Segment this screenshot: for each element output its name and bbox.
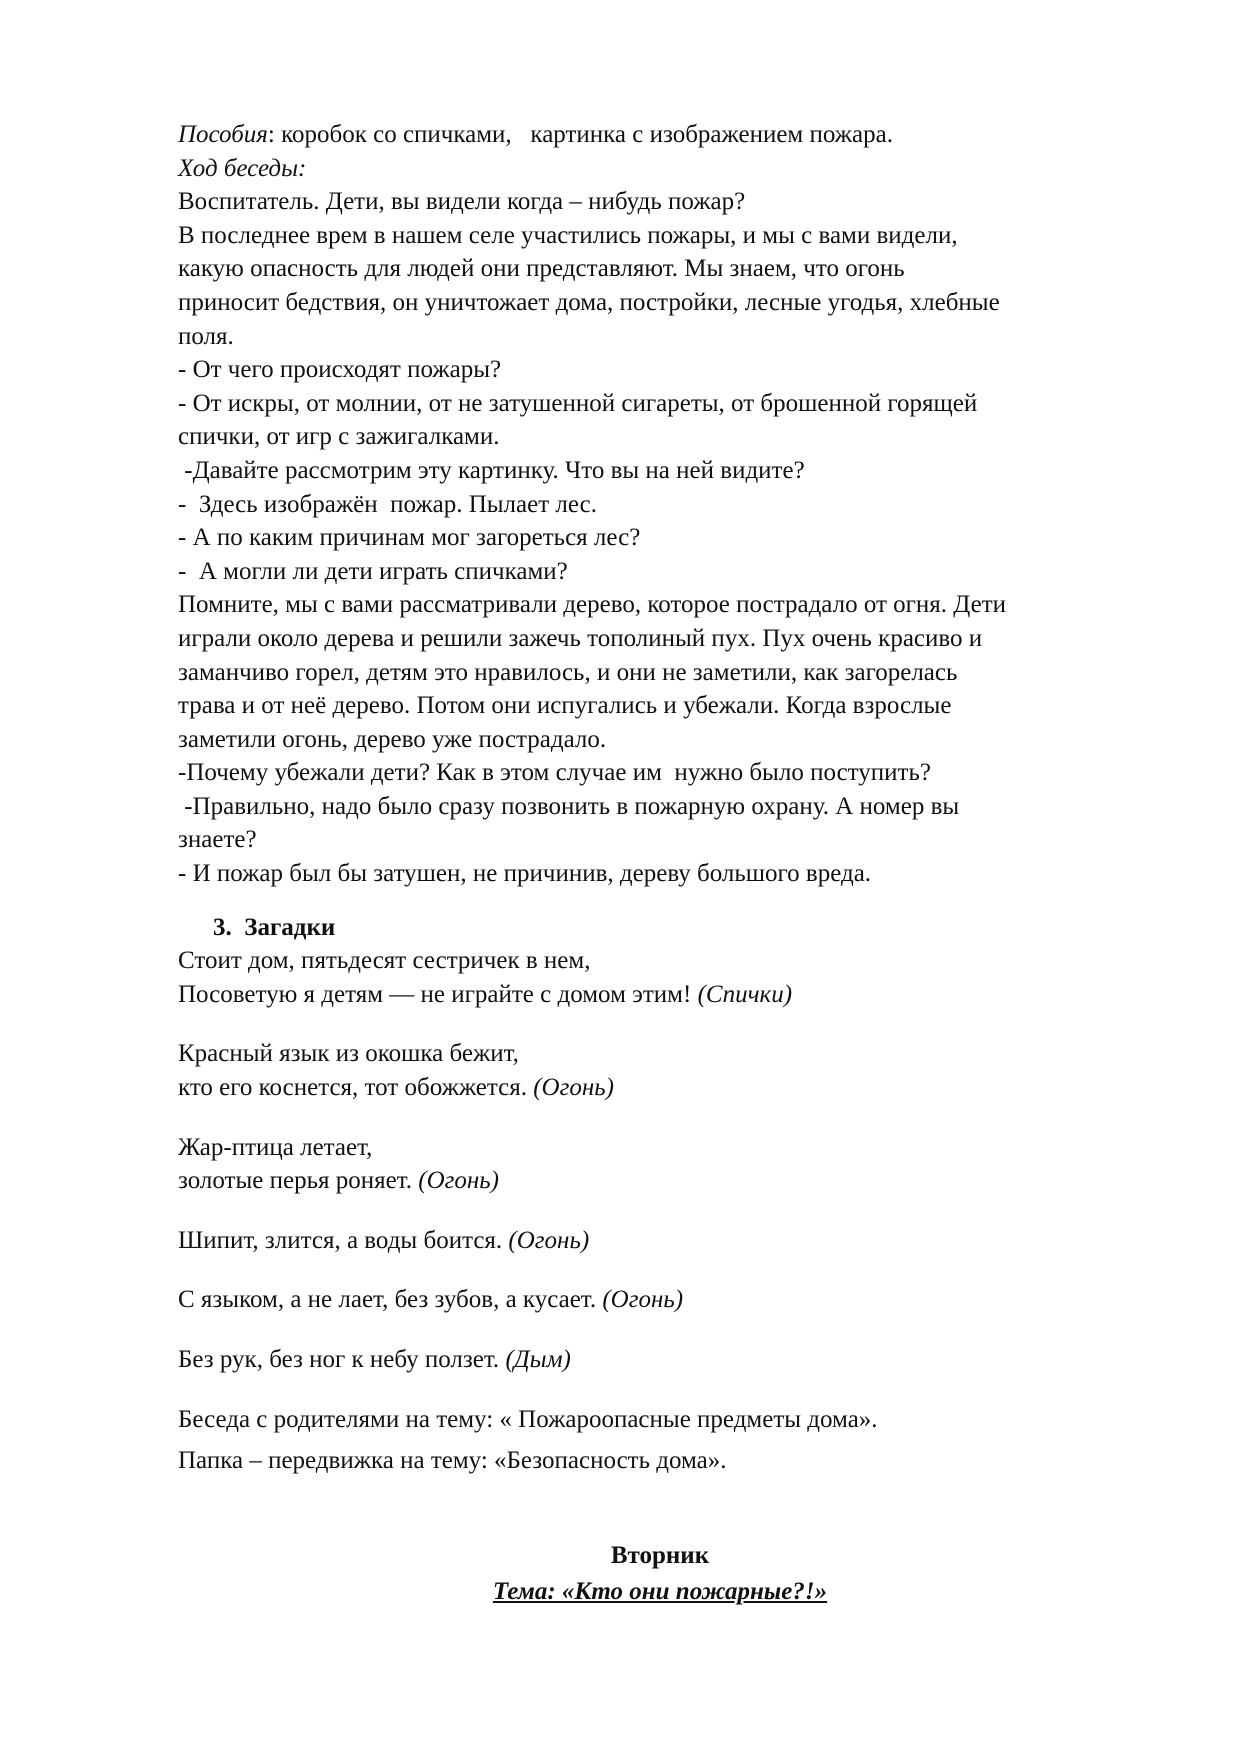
materials-line: [178, 118, 1168, 152]
conversation-line: знаете?: [178, 826, 257, 854]
conversation-line: -Правильно, надо было сразу позвонить в пожарную охрану. А номер вы: [178, 792, 960, 820]
riddle-line: Посоветую я детям — не играйте с домом этим! (Спички): [178, 980, 793, 1008]
conversation-line: -Давайте рассмотрим эту картинку. Что вы на ней видите?: [178, 456, 805, 484]
day-heading: Вторник: [610, 1542, 710, 1569]
riddle-line: Стоит дом, пятьдесят сестричек в нем,: [178, 947, 591, 975]
materials-label: Пособия: [178, 121, 268, 148]
conversation-line: -Почему убежали дети? Как в этом случае им нужно было поступить?: [178, 759, 931, 787]
riddle-answer: (Огонь): [418, 1167, 500, 1195]
parents-line: Папка – передвижка на тему: «Безопасность дома».: [178, 1447, 727, 1475]
course-label: Ход беседы:: [178, 154, 307, 182]
conversation-line: заметили огонь, дерево уже пострадало.: [178, 725, 607, 753]
conversation-line: - От чего происходят пожары?: [178, 356, 502, 384]
riddle-answer: (Огонь): [602, 1286, 684, 1314]
riddle-line: С языком, а не лает, без зубов, а кусает. (Огонь): [178, 1286, 684, 1314]
riddle-line: Красный язык из окошка бежит,: [178, 1040, 519, 1068]
riddle-line: Жар-птица летает,: [178, 1133, 373, 1161]
conversation-line: Помните, мы с вами рассматривали дерево, которое пострадало от огня. Дети: [178, 591, 1007, 619]
conversation-line: - И пожар был бы затушен, не причинив, дереву большого вреда.: [178, 860, 872, 888]
conversation-line: заманчиво горел, детям это нравилось, и они не заметили, как загорелась: [178, 658, 958, 686]
conversation-line: Воспитатель. Дети, вы видели когда – нибудь пожар?: [178, 188, 746, 216]
section-title: Загадки: [244, 913, 336, 941]
riddle-answer: (Спички): [697, 980, 793, 1008]
conversation-line: трава и от неё дерево. Потом они испугались и убежали. Когда взрослые: [178, 692, 952, 720]
riddle-line: кто его коснется, тот обожжется. (Огонь): [178, 1074, 614, 1102]
conversation-line: играли около дерева и решили зажечь тополиный пух. Пух очень красиво и: [178, 624, 983, 652]
topic-heading: Тема: «Кто они пожарные?!»: [492, 1578, 828, 1605]
document-page: [178, 118, 1168, 1478]
materials-text: : коробок со спичками, картинка с изображением пожара.: [267, 121, 893, 148]
parents-line: Беседа с родителями на тему: « Пожароопасные предметы дома».: [178, 1405, 878, 1433]
section-heading: [178, 911, 1168, 945]
riddle-line: Шипит, злится, а воды боится. (Огонь): [178, 1226, 590, 1254]
conversation-line: спички, от игр с зажигалками.: [178, 423, 500, 451]
conversation-line: - А могли ли дети играть спичками?: [178, 557, 568, 585]
conversation-line: поля.: [178, 322, 234, 350]
section-number: 3.: [213, 913, 232, 941]
riddle-answer: (Огонь): [508, 1226, 590, 1254]
riddle-line: золотые перья роняет. (Огонь): [178, 1167, 500, 1195]
riddle-line: Без рук, без ног к небу ползет. (Дым): [178, 1346, 571, 1373]
conversation-line: - Здесь изображён пожар. Пылает лес.: [178, 490, 597, 518]
conversation-line: приносит бедствия, он уничтожает дома, постройки, лесные угодья, хлебные: [178, 288, 1000, 316]
conversation-line: - А по каким причинам мог загореться лес?: [178, 524, 641, 552]
riddle-answer: (Дым): [505, 1346, 571, 1373]
conversation-line: В последнее врем в нашем селе участились пожары, и мы с вами видели,: [178, 221, 958, 249]
riddle-answer: (Огонь): [533, 1074, 614, 1102]
conversation-line: какую опасность для людей они представляют. Мы знаем, что огонь: [178, 255, 905, 283]
conversation-line: - От искры, от молнии, от не затушенной сигареты, от брошенной горящей: [178, 389, 978, 417]
